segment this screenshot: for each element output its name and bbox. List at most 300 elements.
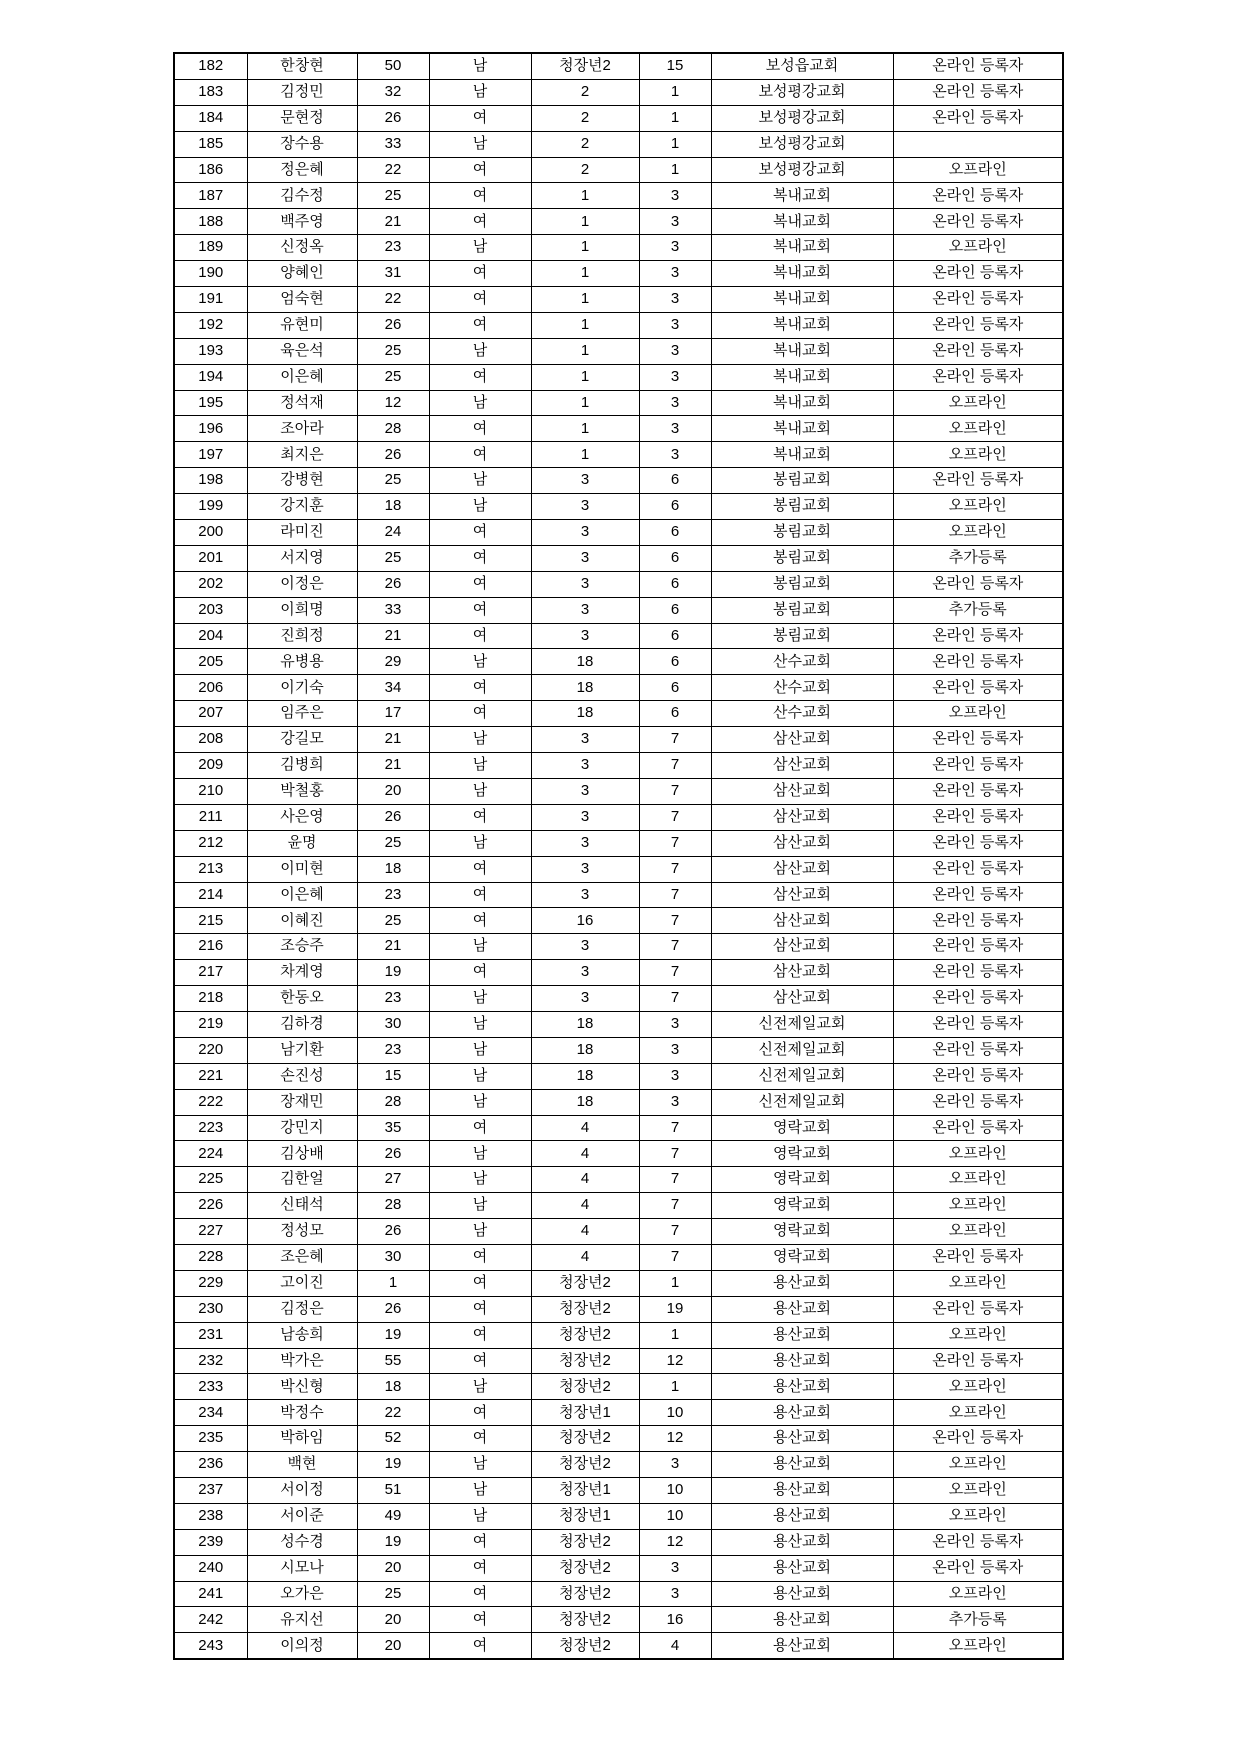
cell-church: 용산교회 — [711, 1426, 893, 1452]
cell-gender: 남 — [429, 778, 531, 804]
cell-age: 21 — [357, 727, 429, 753]
table-row — [174, 235, 1063, 261]
table-row — [174, 1037, 1063, 1063]
cell-registration: 온라인 등록자 — [893, 1296, 1063, 1322]
cell-group: 청장년2 — [531, 1374, 639, 1400]
cell-no: 202 — [174, 571, 247, 597]
cell-church: 용산교회 — [711, 1503, 893, 1529]
cell-registration: 추가등록 — [893, 597, 1063, 623]
cell-church: 용산교회 — [711, 1581, 893, 1607]
cell-registration: 온라인 등록자 — [893, 623, 1063, 649]
cell-age: 1 — [357, 1270, 429, 1296]
cell-gender: 여 — [429, 597, 531, 623]
cell-registration: 오프라인 — [893, 1452, 1063, 1478]
cell-name: 양혜인 — [247, 261, 357, 287]
cell-church: 삼산교회 — [711, 934, 893, 960]
cell-age: 22 — [357, 157, 429, 183]
cell-name: 유지선 — [247, 1607, 357, 1633]
cell-gender: 남 — [429, 1503, 531, 1529]
cell-group: 1 — [531, 235, 639, 261]
cell-no: 198 — [174, 468, 247, 494]
cell-name: 서이준 — [247, 1503, 357, 1529]
cell-gender: 여 — [429, 312, 531, 338]
cell-no: 192 — [174, 312, 247, 338]
cell-no: 229 — [174, 1270, 247, 1296]
cell-gender: 남 — [429, 1037, 531, 1063]
cell-name: 성수경 — [247, 1529, 357, 1555]
cell-age: 49 — [357, 1503, 429, 1529]
cell-team: 3 — [639, 338, 711, 364]
cell-church: 복내교회 — [711, 261, 893, 287]
cell-age: 27 — [357, 1167, 429, 1193]
cell-registration: 온라인 등록자 — [893, 79, 1063, 105]
cell-gender: 여 — [429, 1426, 531, 1452]
cell-no: 205 — [174, 649, 247, 675]
cell-team: 3 — [639, 235, 711, 261]
cell-team: 1 — [639, 1374, 711, 1400]
cell-age: 33 — [357, 131, 429, 157]
table-row — [174, 1426, 1063, 1452]
cell-no: 197 — [174, 442, 247, 468]
cell-gender: 남 — [429, 727, 531, 753]
cell-gender: 여 — [429, 1115, 531, 1141]
cell-name: 남송희 — [247, 1322, 357, 1348]
cell-registration: 온라인 등록자 — [893, 986, 1063, 1012]
cell-no: 231 — [174, 1322, 247, 1348]
cell-name: 서이정 — [247, 1477, 357, 1503]
cell-gender: 여 — [429, 571, 531, 597]
cell-name: 정성모 — [247, 1219, 357, 1245]
cell-church: 삼산교회 — [711, 960, 893, 986]
cell-no: 204 — [174, 623, 247, 649]
cell-name: 강민지 — [247, 1115, 357, 1141]
cell-gender: 남 — [429, 1141, 531, 1167]
cell-group: 18 — [531, 1011, 639, 1037]
cell-no: 186 — [174, 157, 247, 183]
cell-registration: 온라인 등록자 — [893, 468, 1063, 494]
cell-gender: 여 — [429, 364, 531, 390]
cell-age: 23 — [357, 1037, 429, 1063]
cell-group: 3 — [531, 986, 639, 1012]
cell-church: 봉림교회 — [711, 520, 893, 546]
cell-church: 봉림교회 — [711, 571, 893, 597]
cell-name: 박하임 — [247, 1426, 357, 1452]
cell-name: 윤명 — [247, 830, 357, 856]
cell-team: 7 — [639, 1193, 711, 1219]
cell-registration: 온라인 등록자 — [893, 753, 1063, 779]
table-row — [174, 934, 1063, 960]
cell-gender: 여 — [429, 1296, 531, 1322]
cell-church: 영락교회 — [711, 1115, 893, 1141]
cell-name: 임주은 — [247, 701, 357, 727]
cell-group: 청장년2 — [531, 1607, 639, 1633]
cell-no: 227 — [174, 1219, 247, 1245]
cell-age: 51 — [357, 1477, 429, 1503]
cell-church: 신전제일교회 — [711, 1011, 893, 1037]
cell-name: 한동오 — [247, 986, 357, 1012]
table-row — [174, 468, 1063, 494]
cell-age: 26 — [357, 1141, 429, 1167]
table-row — [174, 416, 1063, 442]
cell-name: 진희정 — [247, 623, 357, 649]
cell-registration: 온라인 등록자 — [893, 1529, 1063, 1555]
cell-name: 강병현 — [247, 468, 357, 494]
cell-no: 239 — [174, 1529, 247, 1555]
cell-age: 32 — [357, 79, 429, 105]
cell-group: 2 — [531, 157, 639, 183]
cell-church: 용산교회 — [711, 1477, 893, 1503]
table-row — [174, 1322, 1063, 1348]
cell-name: 박철홍 — [247, 778, 357, 804]
cell-registration: 오프라인 — [893, 1270, 1063, 1296]
cell-name: 김정민 — [247, 79, 357, 105]
cell-age: 20 — [357, 1555, 429, 1581]
cell-registration: 온라인 등록자 — [893, 1063, 1063, 1089]
table-row — [174, 261, 1063, 287]
table-row — [174, 649, 1063, 675]
cell-church: 용산교회 — [711, 1270, 893, 1296]
cell-team: 7 — [639, 908, 711, 934]
cell-registration: 오프라인 — [893, 1477, 1063, 1503]
cell-group: 3 — [531, 753, 639, 779]
table-row — [174, 1270, 1063, 1296]
cell-church: 삼산교회 — [711, 908, 893, 934]
cell-group: 4 — [531, 1167, 639, 1193]
cell-age: 28 — [357, 1193, 429, 1219]
table-row — [174, 727, 1063, 753]
cell-team: 6 — [639, 597, 711, 623]
table-row — [174, 1296, 1063, 1322]
cell-no: 199 — [174, 494, 247, 520]
cell-gender: 남 — [429, 235, 531, 261]
cell-registration: 오프라인 — [893, 1322, 1063, 1348]
cell-registration: 온라인 등록자 — [893, 856, 1063, 882]
cell-name: 박신형 — [247, 1374, 357, 1400]
table-row — [174, 571, 1063, 597]
cell-group: 청장년1 — [531, 1503, 639, 1529]
table-row — [174, 830, 1063, 856]
cell-name: 오가은 — [247, 1581, 357, 1607]
cell-registration: 온라인 등록자 — [893, 960, 1063, 986]
cell-registration: 오프라인 — [893, 235, 1063, 261]
cell-name: 남기환 — [247, 1037, 357, 1063]
table-row — [174, 494, 1063, 520]
cell-group: 3 — [531, 830, 639, 856]
cell-no: 211 — [174, 804, 247, 830]
cell-group: 3 — [531, 804, 639, 830]
cell-registration: 온라인 등록자 — [893, 934, 1063, 960]
cell-name: 유현미 — [247, 312, 357, 338]
cell-registration: 온라인 등록자 — [893, 908, 1063, 934]
cell-no: 213 — [174, 856, 247, 882]
cell-team: 7 — [639, 1167, 711, 1193]
cell-age: 19 — [357, 1452, 429, 1478]
table-row — [174, 312, 1063, 338]
cell-name: 강지훈 — [247, 494, 357, 520]
cell-church: 신전제일교회 — [711, 1037, 893, 1063]
cell-name: 장재민 — [247, 1089, 357, 1115]
cell-gender: 여 — [429, 1322, 531, 1348]
cell-registration: 온라인 등록자 — [893, 287, 1063, 313]
cell-name: 정석재 — [247, 390, 357, 416]
cell-registration: 오프라인 — [893, 520, 1063, 546]
cell-age: 19 — [357, 1529, 429, 1555]
cell-registration: 온라인 등록자 — [893, 209, 1063, 235]
cell-church: 보성평강교회 — [711, 105, 893, 131]
cell-name: 김상배 — [247, 1141, 357, 1167]
cell-team: 3 — [639, 442, 711, 468]
cell-team: 7 — [639, 804, 711, 830]
cell-team: 3 — [639, 390, 711, 416]
cell-team: 3 — [639, 1063, 711, 1089]
cell-no: 196 — [174, 416, 247, 442]
cell-group: 3 — [531, 623, 639, 649]
cell-church: 봉림교회 — [711, 468, 893, 494]
cell-church: 용산교회 — [711, 1555, 893, 1581]
cell-church: 삼산교회 — [711, 856, 893, 882]
cell-age: 52 — [357, 1426, 429, 1452]
table-row — [174, 1089, 1063, 1115]
cell-age: 18 — [357, 1374, 429, 1400]
cell-church: 용산교회 — [711, 1633, 893, 1659]
cell-church: 삼산교회 — [711, 727, 893, 753]
cell-age: 33 — [357, 597, 429, 623]
cell-team: 6 — [639, 494, 711, 520]
cell-age: 26 — [357, 1219, 429, 1245]
table-row — [174, 986, 1063, 1012]
cell-name: 차계영 — [247, 960, 357, 986]
cell-no: 243 — [174, 1633, 247, 1659]
cell-age: 21 — [357, 623, 429, 649]
cell-registration: 온라인 등록자 — [893, 261, 1063, 287]
cell-age: 18 — [357, 494, 429, 520]
cell-no: 187 — [174, 183, 247, 209]
cell-registration: 오프라인 — [893, 390, 1063, 416]
cell-no: 189 — [174, 235, 247, 261]
cell-group: 3 — [531, 882, 639, 908]
cell-gender: 남 — [429, 1167, 531, 1193]
cell-name: 고이진 — [247, 1270, 357, 1296]
cell-age: 23 — [357, 986, 429, 1012]
cell-age: 19 — [357, 1322, 429, 1348]
cell-team: 3 — [639, 287, 711, 313]
cell-team: 7 — [639, 986, 711, 1012]
cell-registration: 오프라인 — [893, 442, 1063, 468]
cell-age: 26 — [357, 442, 429, 468]
cell-team: 3 — [639, 1011, 711, 1037]
cell-team: 7 — [639, 960, 711, 986]
cell-no: 191 — [174, 287, 247, 313]
cell-gender: 여 — [429, 908, 531, 934]
table-row — [174, 1348, 1063, 1374]
cell-gender: 남 — [429, 830, 531, 856]
cell-age: 25 — [357, 1581, 429, 1607]
cell-registration: 온라인 등록자 — [893, 1115, 1063, 1141]
cell-registration: 오프라인 — [893, 416, 1063, 442]
cell-age: 30 — [357, 1011, 429, 1037]
cell-name: 라미진 — [247, 520, 357, 546]
cell-no: 200 — [174, 520, 247, 546]
cell-registration: 온라인 등록자 — [893, 1426, 1063, 1452]
cell-group: 청장년1 — [531, 1400, 639, 1426]
cell-registration: 온라인 등록자 — [893, 649, 1063, 675]
cell-church: 삼산교회 — [711, 778, 893, 804]
cell-group: 16 — [531, 908, 639, 934]
cell-no: 237 — [174, 1477, 247, 1503]
cell-gender: 여 — [429, 1633, 531, 1659]
cell-no: 193 — [174, 338, 247, 364]
cell-registration: 온라인 등록자 — [893, 727, 1063, 753]
cell-team: 4 — [639, 1633, 711, 1659]
table-row — [174, 53, 1063, 79]
cell-age: 17 — [357, 701, 429, 727]
table-row — [174, 1244, 1063, 1270]
cell-group: 2 — [531, 105, 639, 131]
cell-group: 청장년2 — [531, 1529, 639, 1555]
cell-church: 삼산교회 — [711, 986, 893, 1012]
cell-registration: 오프라인 — [893, 1219, 1063, 1245]
cell-name: 김하경 — [247, 1011, 357, 1037]
cell-registration: 온라인 등록자 — [893, 675, 1063, 701]
cell-name: 시모나 — [247, 1555, 357, 1581]
cell-name: 강길모 — [247, 727, 357, 753]
cell-registration: 오프라인 — [893, 1503, 1063, 1529]
cell-church: 산수교회 — [711, 675, 893, 701]
cell-gender: 남 — [429, 131, 531, 157]
table-row — [174, 778, 1063, 804]
cell-gender: 남 — [429, 649, 531, 675]
cell-group: 1 — [531, 312, 639, 338]
cell-no: 212 — [174, 830, 247, 856]
cell-church: 용산교회 — [711, 1322, 893, 1348]
cell-team: 12 — [639, 1426, 711, 1452]
cell-registration: 온라인 등록자 — [893, 338, 1063, 364]
cell-no: 228 — [174, 1244, 247, 1270]
cell-no: 221 — [174, 1063, 247, 1089]
cell-name: 이기숙 — [247, 675, 357, 701]
table-row — [174, 520, 1063, 546]
cell-team: 19 — [639, 1296, 711, 1322]
cell-age: 21 — [357, 209, 429, 235]
cell-team: 3 — [639, 1037, 711, 1063]
cell-age: 18 — [357, 856, 429, 882]
cell-gender: 여 — [429, 520, 531, 546]
cell-church: 신전제일교회 — [711, 1089, 893, 1115]
cell-name: 한창현 — [247, 53, 357, 79]
cell-gender: 남 — [429, 79, 531, 105]
cell-registration: 온라인 등록자 — [893, 804, 1063, 830]
cell-age: 25 — [357, 338, 429, 364]
table-row — [174, 1581, 1063, 1607]
cell-age: 20 — [357, 1633, 429, 1659]
cell-team: 10 — [639, 1477, 711, 1503]
cell-registration: 오프라인 — [893, 701, 1063, 727]
cell-name: 엄숙현 — [247, 287, 357, 313]
cell-age: 29 — [357, 649, 429, 675]
cell-no: 234 — [174, 1400, 247, 1426]
cell-age: 21 — [357, 934, 429, 960]
cell-church: 산수교회 — [711, 649, 893, 675]
cell-team: 12 — [639, 1348, 711, 1374]
cell-no: 210 — [174, 778, 247, 804]
cell-gender: 여 — [429, 442, 531, 468]
table-row — [174, 597, 1063, 623]
cell-church: 봉림교회 — [711, 545, 893, 571]
table-row — [174, 545, 1063, 571]
table-row — [174, 1011, 1063, 1037]
cell-no: 188 — [174, 209, 247, 235]
cell-gender: 남 — [429, 934, 531, 960]
cell-gender: 남 — [429, 1089, 531, 1115]
cell-church: 복내교회 — [711, 183, 893, 209]
cell-registration: 온라인 등록자 — [893, 1089, 1063, 1115]
cell-church: 복내교회 — [711, 235, 893, 261]
cell-team: 7 — [639, 778, 711, 804]
table-row — [174, 1374, 1063, 1400]
cell-no: 241 — [174, 1581, 247, 1607]
table-row — [174, 1115, 1063, 1141]
cell-no: 195 — [174, 390, 247, 416]
cell-team: 7 — [639, 856, 711, 882]
cell-gender: 남 — [429, 1452, 531, 1478]
cell-age: 50 — [357, 53, 429, 79]
cell-registration: 온라인 등록자 — [893, 1037, 1063, 1063]
cell-group: 18 — [531, 1089, 639, 1115]
cell-group: 1 — [531, 261, 639, 287]
cell-gender: 여 — [429, 1400, 531, 1426]
cell-gender: 여 — [429, 416, 531, 442]
cell-church: 보성평강교회 — [711, 79, 893, 105]
cell-group: 1 — [531, 364, 639, 390]
cell-gender: 남 — [429, 494, 531, 520]
cell-name: 이희명 — [247, 597, 357, 623]
cell-gender: 여 — [429, 1244, 531, 1270]
cell-no: 215 — [174, 908, 247, 934]
cell-group: 청장년2 — [531, 1633, 639, 1659]
cell-gender: 여 — [429, 701, 531, 727]
cell-age: 23 — [357, 235, 429, 261]
cell-team: 7 — [639, 1115, 711, 1141]
cell-team: 7 — [639, 1244, 711, 1270]
table-row — [174, 1633, 1063, 1659]
cell-age: 25 — [357, 183, 429, 209]
cell-group: 3 — [531, 520, 639, 546]
cell-gender: 남 — [429, 53, 531, 79]
table-row — [174, 701, 1063, 727]
table-row — [174, 1503, 1063, 1529]
cell-name: 조승주 — [247, 934, 357, 960]
cell-gender: 여 — [429, 960, 531, 986]
cell-team: 3 — [639, 1581, 711, 1607]
cell-age: 30 — [357, 1244, 429, 1270]
cell-registration: 추가등록 — [893, 1607, 1063, 1633]
cell-group: 청장년2 — [531, 1348, 639, 1374]
cell-church: 보성평강교회 — [711, 157, 893, 183]
cell-church: 복내교회 — [711, 338, 893, 364]
cell-church: 보성평강교회 — [711, 131, 893, 157]
cell-name: 정은혜 — [247, 157, 357, 183]
cell-no: 209 — [174, 753, 247, 779]
cell-no: 218 — [174, 986, 247, 1012]
cell-gender: 남 — [429, 1477, 531, 1503]
cell-gender: 남 — [429, 753, 531, 779]
cell-church: 용산교회 — [711, 1529, 893, 1555]
table-row — [174, 1400, 1063, 1426]
cell-gender: 여 — [429, 209, 531, 235]
cell-registration: 오프라인 — [893, 1374, 1063, 1400]
cell-age: 12 — [357, 390, 429, 416]
cell-age: 25 — [357, 830, 429, 856]
